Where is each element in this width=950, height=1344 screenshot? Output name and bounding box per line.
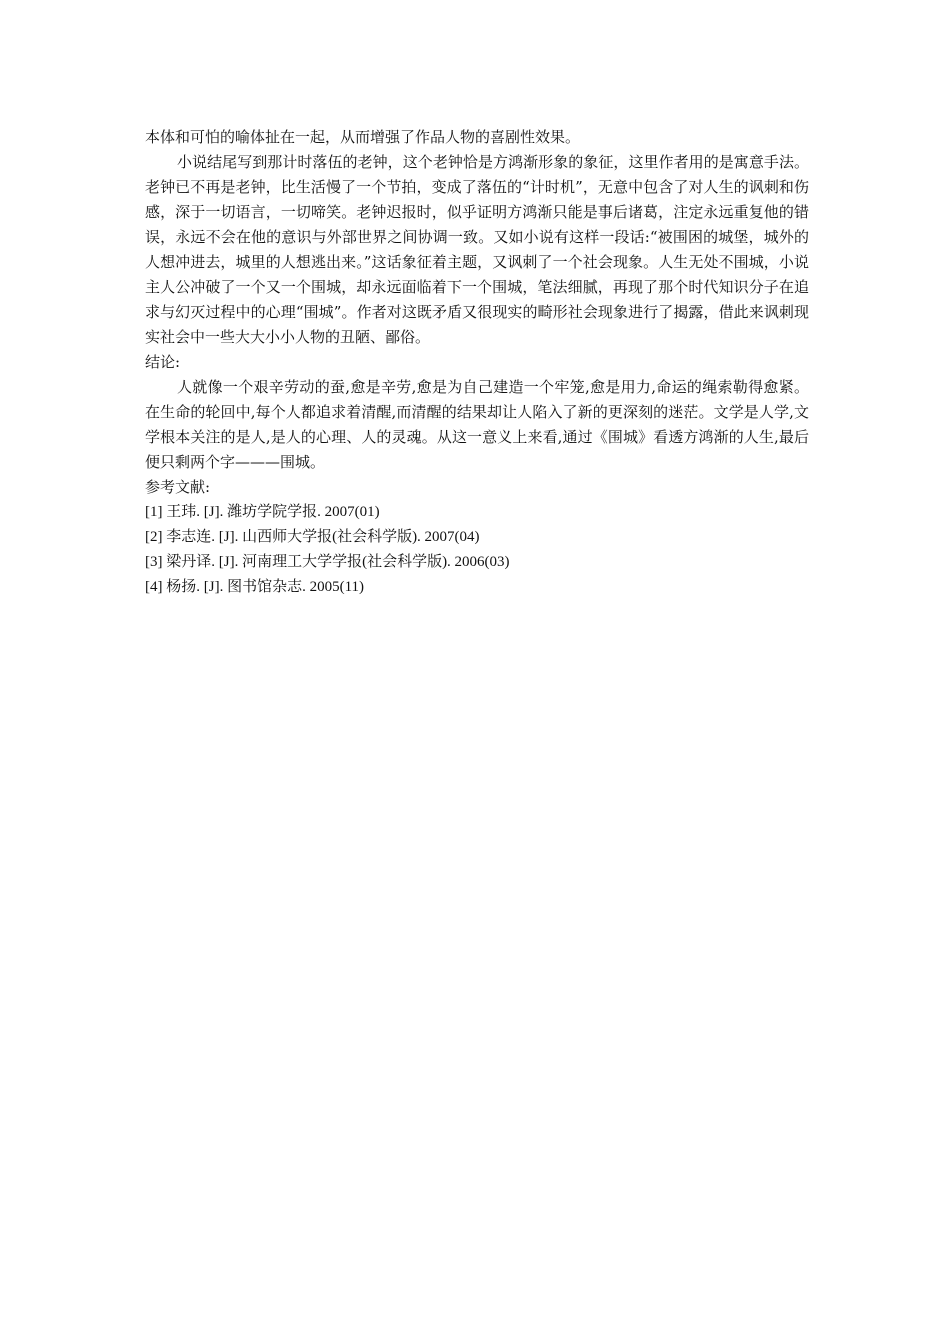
paragraph-old-clock: 小说结尾写到那计时落伍的老钟，这个老钟恰是方鸿渐形象的象征，这里作者用的是寓意手法。老钟已不再是老钟，比生活慢了一个节拍，变成了落伍的“计时机”，无意中包含了对人生的讽刺和伤感，深于一切语言，一切啼笑。老钟迟报时，似乎证明方鸿渐只能是事后诸葛，注定永远重复他的错误，永远不会在他的意识与外部世界之间协调一致。又如小说有这样一段话:“被围困的城堡，城外的人想冲进去，城里的人想逃出来。”这话象征着主题，又讽刺了一个社会现象。人生无处不围城，小说主人公冲破了一个又一个围城，却永远面临着下一个围城，笔法细腻，再现了那个时代知识分子在追求与幻灭过程中的心理“围城”。作者对这既矛盾又很现实的畸形社会现象进行了揭露，借此来讽刺现实社会中一些大大小小人物的丑陋、鄙俗。: [145, 153, 809, 346]
reference-item: [1] 王玮. [J]. 潍坊学院学报. 2007(01): [145, 504, 380, 520]
paragraph-continuation: 本体和可怕的喻体扯在一起，从而增强了作品人物的喜剧性效果。: [145, 128, 581, 146]
references-list: [145, 500, 809, 600]
reference-item: [4] 杨扬. [J]. 图书馆杂志. 2005(11): [145, 579, 365, 595]
references-heading: 参考文献:: [145, 478, 211, 496]
conclusion-heading: 结论:: [145, 353, 181, 371]
reference-item: [2] 李志连. [J]. 山西师大学报(社会科学版). 2007(04): [145, 529, 480, 545]
conclusion-paragraph: 人就像一个艰辛劳动的蚕,愈是辛劳,愈是为自己建造一个牢笼,愈是用力,命运的绳索勒得愈紧。在生命的轮回中,每个人都追求着清醒,而清醒的结果却让人陷入了新的更深刻的迷茫。文学是人学,文学根本关注的是人,是人的心理、人的灵魂。从这一意义上来看,通过《围城》看透方鸿渐的人生,最后便只剩两个字———围城。: [145, 378, 809, 471]
reference-item: [3] 梁丹译. [J]. 河南理工大学学报(社会科学版). 2006(03): [145, 554, 510, 570]
document-body: [145, 125, 809, 600]
